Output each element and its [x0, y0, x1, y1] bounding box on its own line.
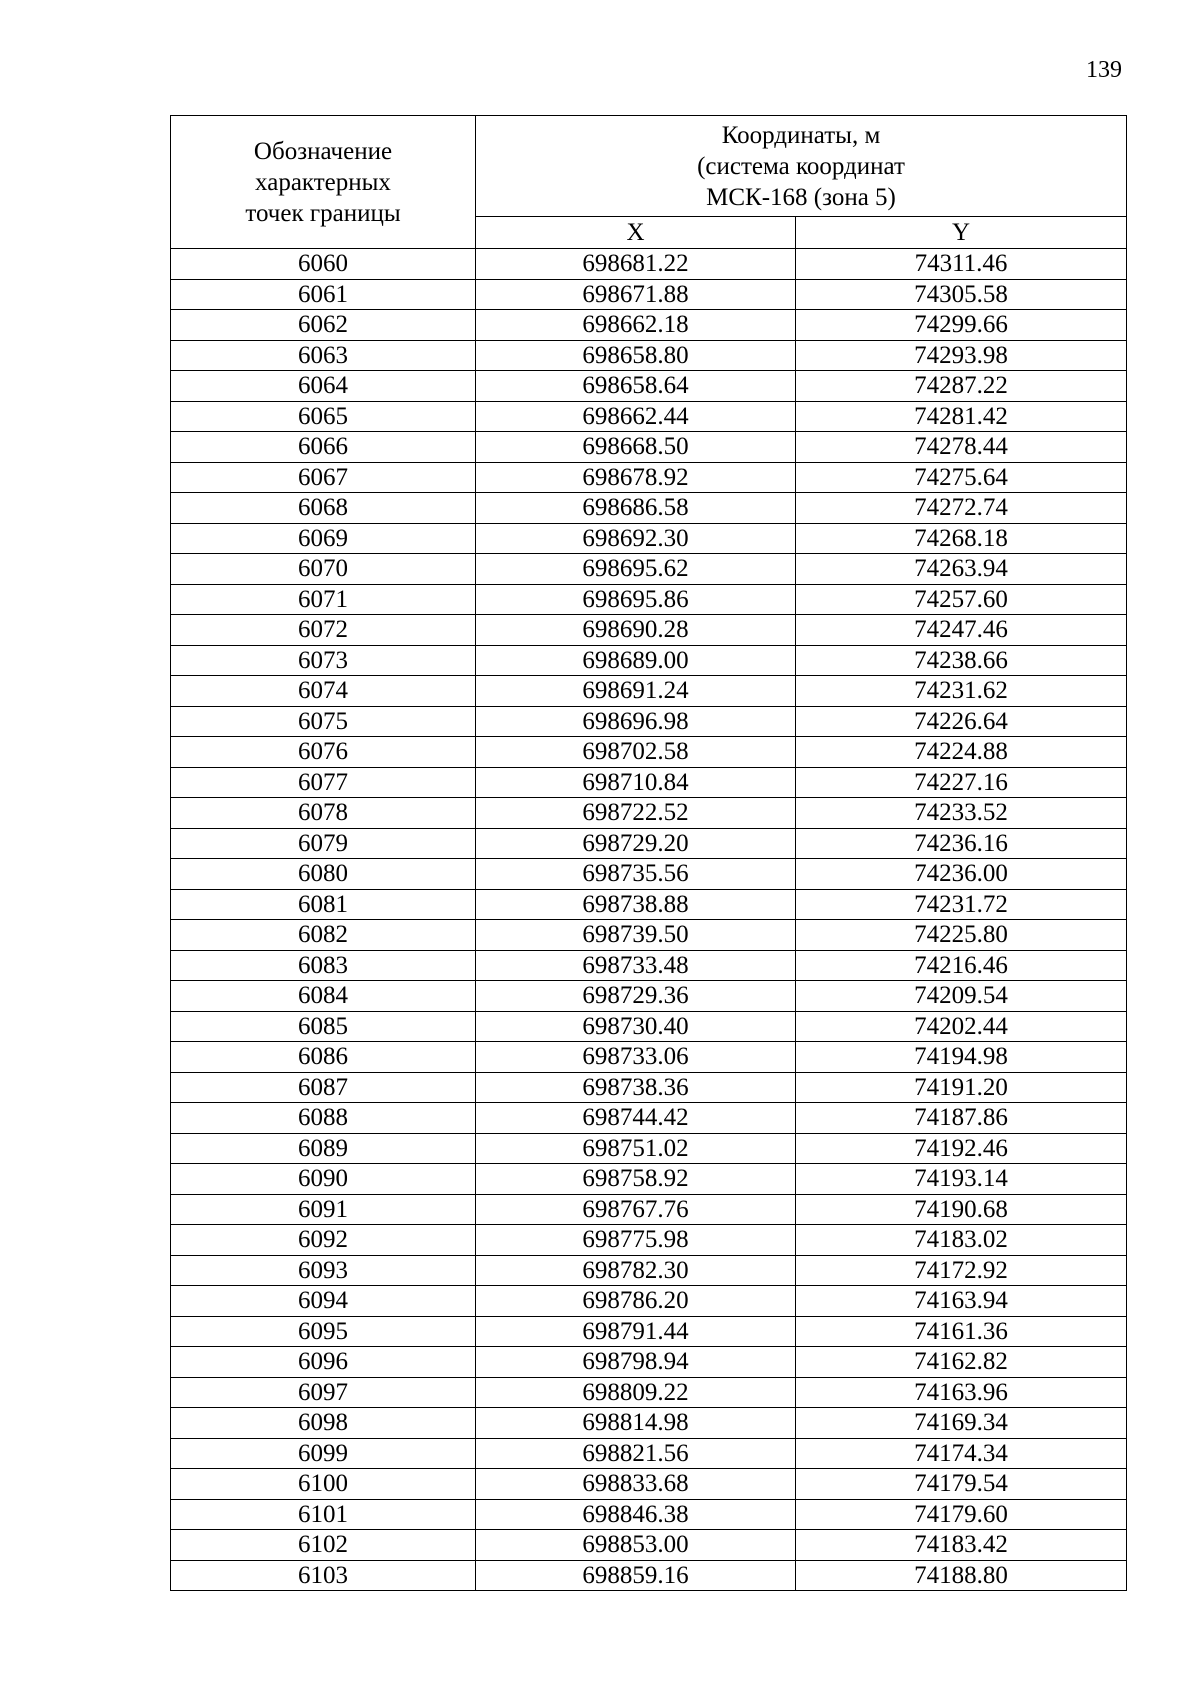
x-coordinate-cell: 698738.36: [476, 1072, 796, 1103]
table-row: [171, 798, 1127, 829]
x-coordinate-cell: 698798.94: [476, 1347, 796, 1378]
y-column-header: Y: [796, 217, 1127, 249]
table-row: [171, 584, 1127, 615]
point-cell: 6067: [171, 462, 476, 493]
y-coordinate-cell: 74169.34: [796, 1408, 1127, 1439]
x-coordinate-cell: 698729.20: [476, 828, 796, 859]
y-coordinate-cell: 74192.46: [796, 1133, 1127, 1164]
point-cell: 6065: [171, 401, 476, 432]
y-coordinate-cell: 74238.66: [796, 645, 1127, 676]
y-coordinate-cell: 74236.16: [796, 828, 1127, 859]
y-coordinate-cell: 74202.44: [796, 1011, 1127, 1042]
point-designation-header-line: характерных: [255, 168, 391, 196]
y-coordinate-cell: 74190.68: [796, 1194, 1127, 1225]
point-cell: 6061: [171, 279, 476, 310]
point-cell: 6073: [171, 645, 476, 676]
coordinates-group-header: [476, 116, 1127, 217]
point-cell: 6079: [171, 828, 476, 859]
x-coordinate-cell: 698658.80: [476, 340, 796, 371]
table-row: [171, 920, 1127, 951]
x-coordinate-cell: 698733.06: [476, 1042, 796, 1073]
x-coordinate-cell: 698767.76: [476, 1194, 796, 1225]
y-coordinate-cell: 74231.62: [796, 676, 1127, 707]
table-row: [171, 1560, 1127, 1591]
y-coordinate-cell: 74233.52: [796, 798, 1127, 829]
x-coordinate-cell: 698662.44: [476, 401, 796, 432]
y-coordinate-cell: 74287.22: [796, 371, 1127, 402]
point-cell: 6080: [171, 859, 476, 890]
x-coordinate-cell: 698722.52: [476, 798, 796, 829]
x-coordinate-cell: 698846.38: [476, 1499, 796, 1530]
y-coordinate-cell: 74247.46: [796, 615, 1127, 646]
table-row: [171, 1499, 1127, 1530]
y-coordinate-cell: 74293.98: [796, 340, 1127, 371]
coordinates-group-header-line: Координаты, м: [721, 121, 881, 149]
y-coordinate-cell: 74226.64: [796, 706, 1127, 737]
coordinates-group-header-line: (система координат: [697, 152, 905, 180]
y-coordinate-cell: 74179.60: [796, 1499, 1127, 1530]
table-row: [171, 432, 1127, 463]
y-coordinate-cell: 74263.94: [796, 554, 1127, 585]
x-coordinate-cell: 698658.64: [476, 371, 796, 402]
y-coordinate-cell: 74227.16: [796, 767, 1127, 798]
table-row: [171, 1164, 1127, 1195]
y-coordinate-cell: 74183.02: [796, 1225, 1127, 1256]
y-coordinate-cell: 74187.86: [796, 1103, 1127, 1134]
y-coordinate-cell: 74278.44: [796, 432, 1127, 463]
y-coordinate-cell: 74163.94: [796, 1286, 1127, 1317]
x-coordinate-cell: 698691.24: [476, 676, 796, 707]
y-coordinate-cell: 74172.92: [796, 1255, 1127, 1286]
x-coordinate-cell: 698702.58: [476, 737, 796, 768]
y-coordinate-cell: 74299.66: [796, 310, 1127, 341]
point-cell: 6089: [171, 1133, 476, 1164]
x-coordinate-cell: 698758.92: [476, 1164, 796, 1195]
coordinates-table: [170, 115, 1127, 1591]
point-cell: 6099: [171, 1438, 476, 1469]
x-coordinate-cell: 698690.28: [476, 615, 796, 646]
point-designation-header: [171, 116, 476, 249]
x-coordinate-cell: 698729.36: [476, 981, 796, 1012]
point-cell: 6074: [171, 676, 476, 707]
x-coordinate-cell: 698786.20: [476, 1286, 796, 1317]
y-coordinate-cell: 74179.54: [796, 1469, 1127, 1500]
table-row: [171, 1347, 1127, 1378]
point-cell: 6076: [171, 737, 476, 768]
point-cell: 6082: [171, 920, 476, 951]
table-row: [171, 859, 1127, 890]
point-cell: 6085: [171, 1011, 476, 1042]
table-row: [171, 981, 1127, 1012]
point-cell: 6070: [171, 554, 476, 585]
y-coordinate-cell: 74183.42: [796, 1530, 1127, 1561]
table-row: [171, 1011, 1127, 1042]
x-coordinate-cell: 698671.88: [476, 279, 796, 310]
x-coordinate-cell: 698695.62: [476, 554, 796, 585]
x-coordinate-cell: 698735.56: [476, 859, 796, 890]
point-cell: 6084: [171, 981, 476, 1012]
point-cell: 6064: [171, 371, 476, 402]
table-row: [171, 1316, 1127, 1347]
point-cell: 6086: [171, 1042, 476, 1073]
y-coordinate-cell: 74231.72: [796, 889, 1127, 920]
y-coordinate-cell: 74191.20: [796, 1072, 1127, 1103]
page-number: 139: [1086, 57, 1122, 83]
point-cell: 6077: [171, 767, 476, 798]
point-cell: 6096: [171, 1347, 476, 1378]
table-row: [171, 1438, 1127, 1469]
point-cell: 6060: [171, 249, 476, 280]
x-coordinate-cell: 698739.50: [476, 920, 796, 951]
x-coordinate-cell: 698696.98: [476, 706, 796, 737]
table-row: [171, 1042, 1127, 1073]
point-cell: 6087: [171, 1072, 476, 1103]
table-row: [171, 1530, 1127, 1561]
point-cell: 6100: [171, 1469, 476, 1500]
x-coordinate-cell: 698833.68: [476, 1469, 796, 1500]
point-designation-header-line: Обозначение: [253, 137, 393, 165]
table-row: [171, 645, 1127, 676]
x-coordinate-cell: 698814.98: [476, 1408, 796, 1439]
y-coordinate-cell: 74225.80: [796, 920, 1127, 951]
point-cell: 6090: [171, 1164, 476, 1195]
table-row: [171, 1469, 1127, 1500]
y-coordinate-cell: 74188.80: [796, 1560, 1127, 1591]
coordinates-group-header-line: МСК-168 (зона 5): [706, 183, 896, 211]
x-coordinate-cell: 698744.42: [476, 1103, 796, 1134]
table-row: [171, 462, 1127, 493]
table-row: [171, 1225, 1127, 1256]
y-coordinate-cell: 74268.18: [796, 523, 1127, 554]
x-coordinate-cell: 698686.58: [476, 493, 796, 524]
point-cell: 6091: [171, 1194, 476, 1225]
point-cell: 6102: [171, 1530, 476, 1561]
y-coordinate-cell: 74163.96: [796, 1377, 1127, 1408]
point-cell: 6095: [171, 1316, 476, 1347]
y-coordinate-cell: 74224.88: [796, 737, 1127, 768]
x-coordinate-cell: 698782.30: [476, 1255, 796, 1286]
table-row: [171, 676, 1127, 707]
table-row: [171, 310, 1127, 341]
point-cell: 6078: [171, 798, 476, 829]
y-coordinate-cell: 74193.14: [796, 1164, 1127, 1195]
x-coordinate-cell: 698738.88: [476, 889, 796, 920]
x-coordinate-cell: 698791.44: [476, 1316, 796, 1347]
point-cell: 6098: [171, 1408, 476, 1439]
table-row: [171, 737, 1127, 768]
x-coordinate-cell: 698853.00: [476, 1530, 796, 1561]
point-cell: 6094: [171, 1286, 476, 1317]
x-coordinate-cell: 698859.16: [476, 1560, 796, 1591]
y-coordinate-cell: 74272.74: [796, 493, 1127, 524]
table-row: [171, 1377, 1127, 1408]
table-body: [171, 249, 1127, 1591]
x-coordinate-cell: 698733.48: [476, 950, 796, 981]
point-cell: 6081: [171, 889, 476, 920]
x-coordinate-cell: 698662.18: [476, 310, 796, 341]
y-coordinate-cell: 74281.42: [796, 401, 1127, 432]
y-coordinate-cell: 74174.34: [796, 1438, 1127, 1469]
x-coordinate-cell: 698689.00: [476, 645, 796, 676]
x-coordinate-cell: 698821.56: [476, 1438, 796, 1469]
table-row: [171, 249, 1127, 280]
point-cell: 6062: [171, 310, 476, 341]
table-row: [171, 1194, 1127, 1225]
point-cell: 6093: [171, 1255, 476, 1286]
y-coordinate-cell: 74162.82: [796, 1347, 1127, 1378]
x-coordinate-cell: 698695.86: [476, 584, 796, 615]
point-designation-header-line: точек границы: [245, 199, 401, 227]
point-cell: 6072: [171, 615, 476, 646]
table-row: [171, 1408, 1127, 1439]
y-coordinate-cell: 74305.58: [796, 279, 1127, 310]
table-row: [171, 340, 1127, 371]
table-row: [171, 1255, 1127, 1286]
x-coordinate-cell: 698692.30: [476, 523, 796, 554]
x-coordinate-cell: 698809.22: [476, 1377, 796, 1408]
table-row: [171, 828, 1127, 859]
x-coordinate-cell: 698730.40: [476, 1011, 796, 1042]
x-coordinate-cell: 698678.92: [476, 462, 796, 493]
x-column-header: X: [476, 217, 796, 249]
y-coordinate-cell: 74161.36: [796, 1316, 1127, 1347]
table-row: [171, 767, 1127, 798]
point-cell: 6071: [171, 584, 476, 615]
table-header: [171, 116, 1127, 249]
point-cell: 6063: [171, 340, 476, 371]
table-row: [171, 493, 1127, 524]
point-cell: 6088: [171, 1103, 476, 1134]
y-coordinate-cell: 74311.46: [796, 249, 1127, 280]
table-row: [171, 401, 1127, 432]
table-row: [171, 279, 1127, 310]
y-coordinate-cell: 74257.60: [796, 584, 1127, 615]
table-row: [171, 1103, 1127, 1134]
x-coordinate-cell: 698710.84: [476, 767, 796, 798]
point-cell: 6097: [171, 1377, 476, 1408]
point-cell: 6083: [171, 950, 476, 981]
y-coordinate-cell: 74194.98: [796, 1042, 1127, 1073]
table-row: [171, 523, 1127, 554]
x-coordinate-cell: 698668.50: [476, 432, 796, 463]
y-coordinate-cell: 74216.46: [796, 950, 1127, 981]
header-row-1: [171, 116, 1127, 217]
x-coordinate-cell: 698751.02: [476, 1133, 796, 1164]
point-cell: 6103: [171, 1560, 476, 1591]
y-coordinate-cell: 74275.64: [796, 462, 1127, 493]
table-row: [171, 950, 1127, 981]
point-cell: 6101: [171, 1499, 476, 1530]
point-cell: 6092: [171, 1225, 476, 1256]
y-coordinate-cell: 74236.00: [796, 859, 1127, 890]
table-row: [171, 706, 1127, 737]
x-coordinate-cell: 698775.98: [476, 1225, 796, 1256]
point-cell: 6075: [171, 706, 476, 737]
x-coordinate-cell: 698681.22: [476, 249, 796, 280]
table-row: [171, 615, 1127, 646]
point-cell: 6068: [171, 493, 476, 524]
table-row: [171, 1133, 1127, 1164]
point-cell: 6069: [171, 523, 476, 554]
table-row: [171, 554, 1127, 585]
point-cell: 6066: [171, 432, 476, 463]
table-row: [171, 1286, 1127, 1317]
table-row: [171, 371, 1127, 402]
y-coordinate-cell: 74209.54: [796, 981, 1127, 1012]
table-row: [171, 889, 1127, 920]
table-row: [171, 1072, 1127, 1103]
